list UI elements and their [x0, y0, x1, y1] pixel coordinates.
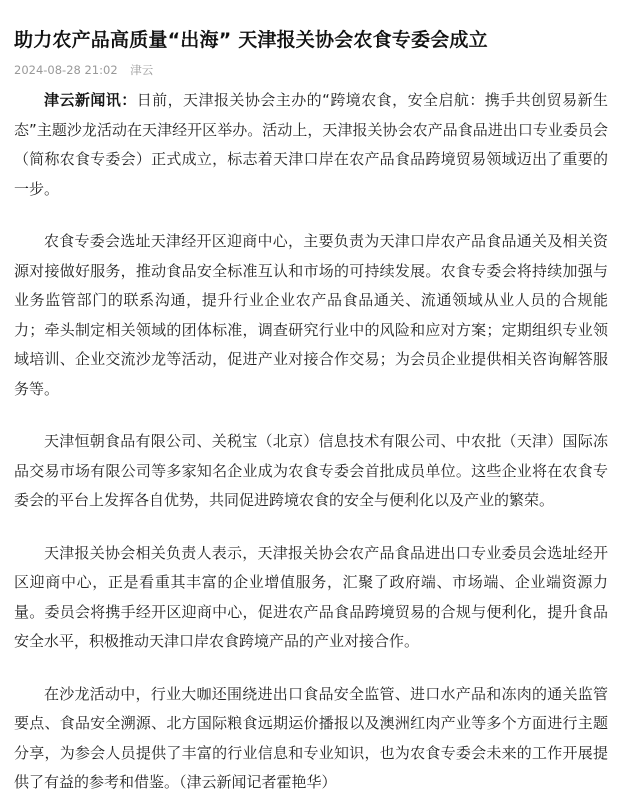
article-paragraph-3: 天津恒朝食品有限公司、关税宝（北京）信息技术有限公司、中农批（天津）国际冻品交易市场有限公司等多家知名企业成为农食专委会首批成员单位。这些企业将在农食专委会的平台上发挥各自优势，共同促进跨境农食的安全与便利化以及产业的繁荣。 [14, 432, 608, 509]
article-title: 助力农产品高质量“出海” 天津报关协会农食专委会成立 [14, 29, 488, 51]
article-paragraph-2: 农食专委会选址天津经开区迎商中心，主要负责为天津口岸农产品食品通关及相关资源对接做好服务，推动食品安全标准互认和市场的可持续发展。农食专委会将持续加强与业务监管部门的联系沟通，提升行业企业农产品食品通关、流通领域从业人员的合规能力；牵头制定相关领域的团体标准，调查研究行业中的风险和应对方案；定期组织专业领域培训、企业交流沙龙等活动，促进产业对接合作交易；为会员企业提供相关咨询解答服务等。 [14, 232, 608, 398]
article-body [14, 86, 608, 798]
article-source: 津云 [130, 63, 154, 77]
publish-date: 2024-08-28 21:02 [14, 63, 118, 77]
lead-label: 津云新闻讯： [44, 91, 137, 109]
article-paragraph-5: 在沙龙活动中，行业大咖还围绕进出口食品安全监管、进口水产品和冻肉的通关监管要点、食品安全溯源、北方国际粮食远期运价播报以及澳洲红肉产业等多个方面进行主题分享，为参会人员提供了丰富的行业信息和专业知识，也为农食专委会未来的工作开展提供了有益的参考和借鉴。（津云新闻记者霍艳华） [14, 684, 608, 791]
article-paragraph-4: 天津报关协会相关负责人表示，天津报关协会农产品食品进出口专业委员会选址经开区迎商中心，正是看重其丰富的企业增值服务，汇聚了政府端、市场端、企业端资源力量。委员会将携手经开区迎商中心，促进农产品食品跨境贸易的合规与便利化，提升食品安全水平，积极推动天津口岸农食跨境产品的产业对接合作。 [14, 543, 608, 650]
article-paragraph-1 [14, 86, 608, 204]
paragraph-text: 日前，天津报关协会主办的“跨境农食，安全启航：携手共创贸易新生态”主题沙龙活动在天津经开区举办。活动上，天津报关协会农产品食品进出口专业委员会（简称农食专委会）正式成立，标志着天津口岸在农产品食品跨境贸易领域迈出了重要的一步。 [14, 91, 608, 198]
article-meta [14, 62, 608, 78]
